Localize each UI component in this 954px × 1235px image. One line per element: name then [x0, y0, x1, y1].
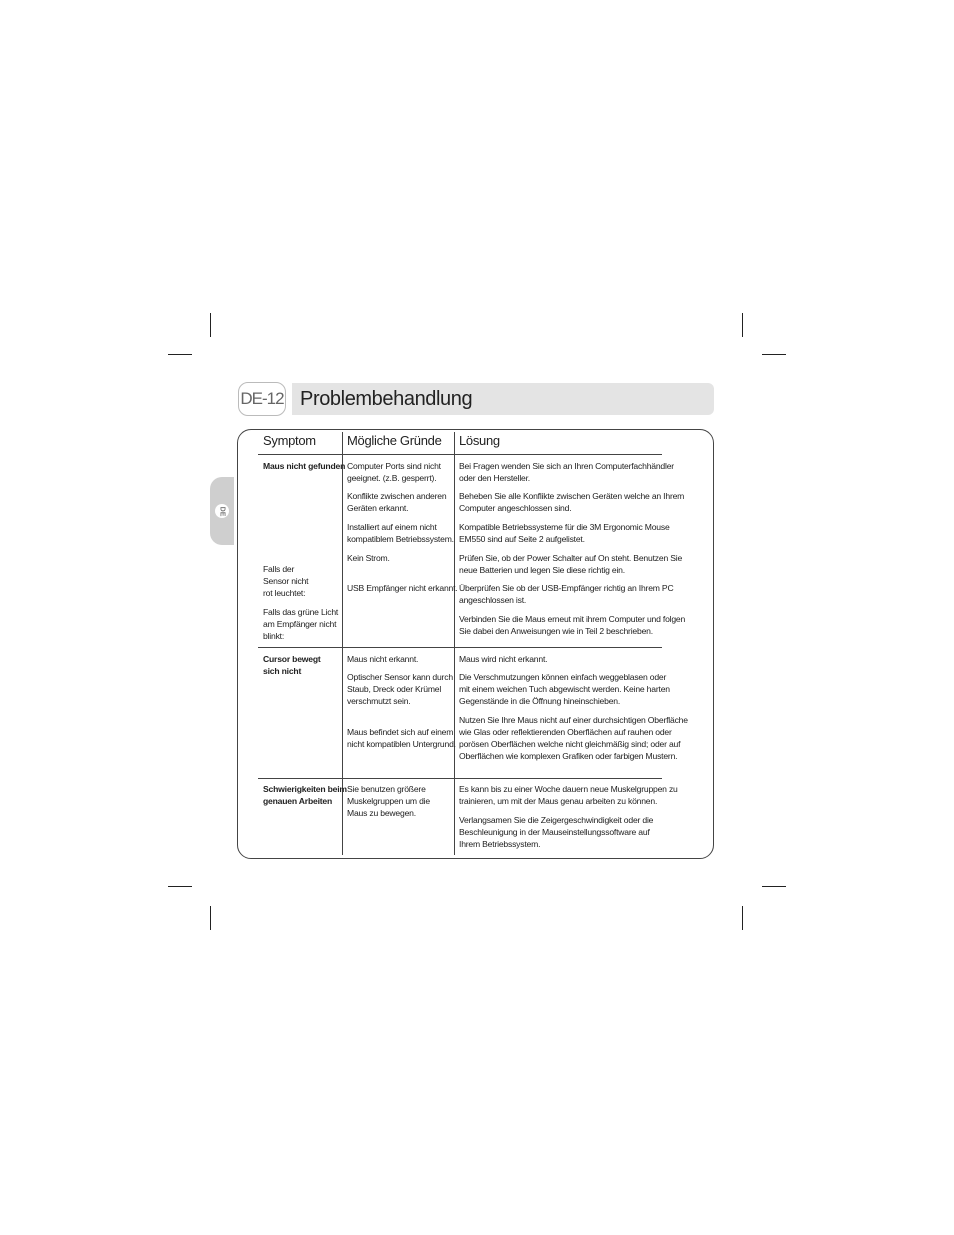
solution-cell: Verlangsamen Sie die Zeigergeschwindigkeit oder die Beschleunigung in der Mauseinstellungssoftware auf Ihrem Betriebssystem. — [459, 815, 654, 849]
symptom-cell: Falls das grüne Licht am Empfänger nicht blinkt: — [263, 607, 339, 641]
cause-cell: Konflikte zwischen anderen Geräten erkannt. — [347, 491, 447, 513]
cause-cell: Optischer Sensor kann durch Staub, Dreck oder Krümel verschmutzt sein. — [347, 672, 453, 706]
symptom-cell: Falls der Sensor nicht rot leuchtet: — [263, 564, 309, 598]
language-tab — [210, 477, 234, 545]
column-divider — [454, 432, 455, 855]
column-header-causes: Mögliche Gründe — [347, 433, 442, 448]
solution-cell: Bei Fragen wenden Sie sich an Ihren Computerfachhändler oder den Hersteller. — [459, 461, 674, 483]
column-header-symptom: Symptom — [263, 433, 316, 448]
row-divider — [258, 778, 662, 779]
solution-cell: Es kann bis zu einer Woche dauern neue Muskelgruppen zu trainieren, um mit der Maus genau arbeiten zu können. — [459, 784, 678, 806]
cause-cell: Maus nicht erkannt. — [347, 654, 419, 664]
crop-mark — [742, 906, 743, 930]
crop-mark — [168, 354, 192, 355]
cause-cell: Sie benutzen größere Muskelgruppen um die Maus zu bewegen. — [347, 784, 430, 818]
header-rule — [258, 454, 662, 455]
symptom-cell: Schwierigkeiten beim genauen Arbeiten — [263, 784, 347, 806]
solution-cell: Beheben Sie alle Konflikte zwischen Geräten welche an Ihrem Computer angeschlossen sind. — [459, 491, 685, 513]
cause-cell: USB Empfänger nicht erkannt. — [347, 583, 458, 593]
solution-cell: Überprüfen Sie ob der USB-Empfänger richtig an Ihrem PC angeschlossen ist. — [459, 583, 674, 605]
cause-cell: Kein Strom. — [347, 553, 390, 563]
solution-cell: Nutzen Sie Ihre Maus nicht auf einer durchsichtigen Oberfläche wie Glas oder reflektierenden Oberflächen auf rauhen oder porösen Oberflächen welche nicht gleichmäßig sind; oder auf Oberflächen wie komplexen Grafiken oder farbigen Mustern. — [459, 715, 688, 761]
page-number: DE-12 — [238, 382, 286, 416]
language-badge — [215, 504, 229, 518]
solution-cell: Kompatible Betriebssysteme für die 3M Ergonomic Mouse EM550 sind auf Seite 2 aufgelistet. — [459, 522, 670, 544]
page-title: Problembehandlung — [300, 387, 473, 410]
crop-mark — [762, 354, 786, 355]
cause-cell: Maus befindet sich auf einem nicht kompatiblen Untergrund. — [347, 727, 456, 749]
crop-mark — [210, 313, 211, 337]
symptom-cell: Maus nicht gefunden — [263, 461, 346, 471]
solution-cell: Maus wird nicht erkannt. — [459, 654, 548, 664]
title-bar — [292, 383, 714, 415]
solution-cell: Verbinden Sie die Maus erneut mit ihrem Computer und folgen Sie dabei den Anweisungen wie in Teil 2 beschrieben. — [459, 614, 686, 636]
solution-cell: Die Verschmutzungen können einfach weggeblasen oder mit einem weichen Tuch abgewischt werden. Keine harten Gegenstände in die Öffnung hineinschieben. — [459, 672, 670, 706]
cause-cell: Installiert auf einem nicht kompatiblem Betriebssystem. — [347, 522, 454, 544]
crop-mark — [210, 906, 211, 930]
cause-cell: Computer Ports sind nicht geeignet. (z.B. gesperrt). — [347, 461, 441, 483]
crop-mark — [168, 886, 192, 887]
language-label: DE — [218, 506, 226, 516]
column-header-solution: Lösung — [459, 433, 500, 448]
solution-cell: Prüfen Sie, ob der Power Schalter auf On steht. Benutzen Sie neue Batterien und legen Sie diese richtig ein. — [459, 553, 683, 575]
crop-mark — [762, 886, 786, 887]
symptom-cell: Cursor bewegt sich nicht — [263, 654, 321, 676]
crop-mark — [742, 313, 743, 337]
row-divider — [258, 647, 662, 648]
